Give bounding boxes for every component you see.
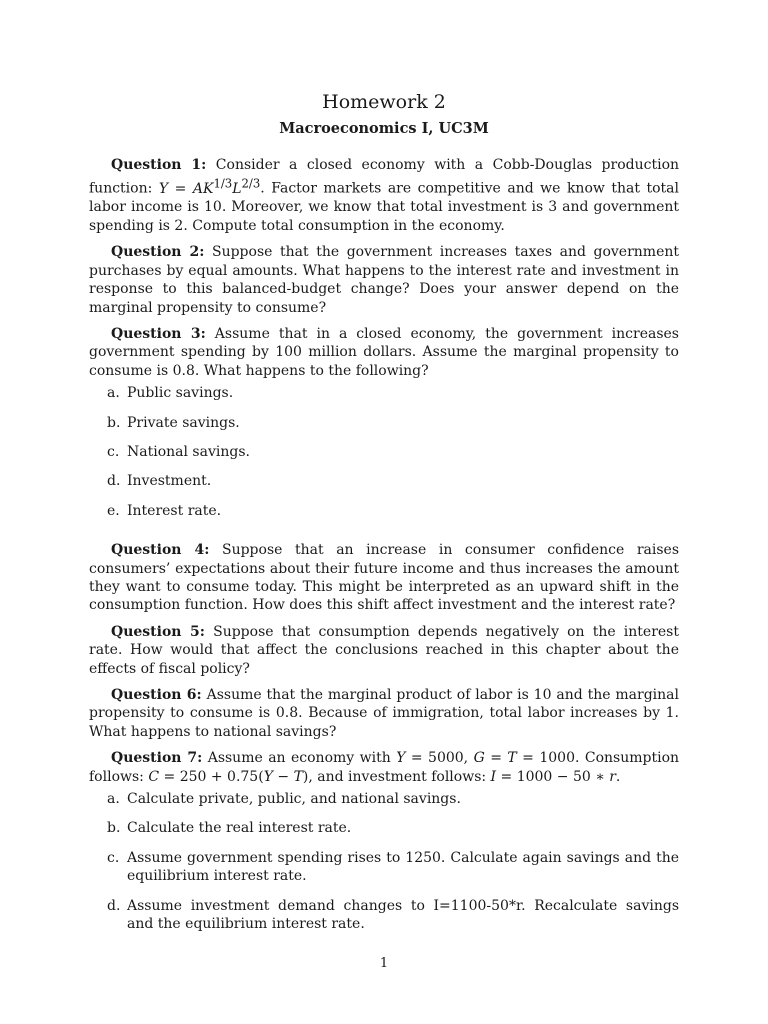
list-item (89, 443, 679, 461)
question-7-text: Assume an economy with (207, 750, 397, 767)
question-2 (89, 243, 679, 317)
var-g: G (473, 750, 485, 767)
list-item (89, 897, 679, 934)
formula-l-exponent: 2/3 (241, 176, 261, 191)
question-6-text: Assume that the marginal product of labor is 10 and the marginal propensity to consume is 0.8. Because of immigration, total labor increases by 1. What happens to national savings? (89, 687, 680, 740)
list-item-text: Interest rate. (127, 502, 222, 519)
list-item-label: d. (107, 897, 121, 914)
question-2-label: Question 2: (111, 244, 205, 261)
list-item-text: Assume government spending rises to 1250. Calculate again savings and the equilibrium interest rate. (127, 849, 679, 885)
list-item-text: Investment. (127, 473, 212, 490)
list-item-label: b. (107, 414, 121, 431)
list-item-text: Public savings. (127, 385, 234, 402)
list-item (89, 414, 679, 432)
var-y: Y (396, 750, 406, 767)
list-item (89, 472, 679, 490)
var-c: C (148, 768, 160, 785)
var-y: Y (263, 768, 273, 785)
question-1-formula (158, 176, 261, 198)
question-5-label: Question 5: (111, 623, 205, 640)
question-3-list (89, 384, 679, 520)
question-3-label: Question 3: (111, 325, 206, 342)
question-7-label: Question 7: (111, 750, 203, 767)
page-number: 1 (379, 956, 389, 971)
list-item (89, 790, 679, 808)
q7-part: = 1000. Consumption follows: (89, 750, 680, 785)
var-r: r (609, 768, 616, 785)
list-item (89, 849, 679, 886)
formula-a: A (192, 181, 203, 198)
question-5 (89, 623, 679, 678)
spacer (89, 531, 679, 541)
list-item (89, 384, 679, 402)
q7-part: = 1000 − 50 ∗ (496, 768, 610, 785)
var-i: I (490, 768, 497, 785)
formula-equals: = (168, 181, 193, 198)
question-6 (89, 686, 679, 741)
list-item-label: d. (107, 473, 121, 490)
question-4-label: Question 4: (111, 542, 210, 559)
list-item-text: Assume investment demand changes to I=1100-50*r. Recalculate savings and the equilibrium interest rate. (127, 897, 679, 933)
list-item-text: Calculate private, public, and national savings. (127, 791, 461, 808)
question-1-text-end: . Factor markets are competitive and we know that total labor income is 10. Moreover, we know that total investment is 3 and government spending is 2. Compute total consumption in the economy. (89, 181, 679, 234)
question-5-text: Suppose that consumption depends negatively on the interest rate. How would that affect the conclusions reached in this chapter about the effects of fiscal policy? (89, 623, 679, 677)
q7-part: = (484, 750, 508, 767)
question-6-label: Question 6: (111, 687, 202, 703)
list-item-label: a. (107, 385, 120, 402)
formula-k-exponent: 1/3 (213, 176, 233, 191)
formula-k: K (202, 181, 214, 198)
document-body (89, 156, 679, 944)
formula-l: L (232, 181, 242, 198)
var-t: T (507, 750, 517, 767)
q7-part: − (272, 768, 294, 785)
q7-part: . (615, 768, 621, 785)
question-7 (89, 749, 679, 786)
list-item-label: a. (107, 791, 120, 808)
page-subtitle: Macroeconomics I, UC3M (279, 120, 489, 137)
q7-part: ), and investment follows: (302, 768, 491, 785)
question-7-list (89, 790, 679, 933)
list-item-label: c. (107, 849, 120, 866)
question-2-text: Suppose that the government increases taxes and government purchases by equal amounts. What happens to the interest rate and investment in response to this balanced-budget change? Does your answer depend on the marginal propensity to consume? (89, 244, 680, 316)
page-title: Homework 2 (322, 91, 446, 113)
list-item-label: e. (107, 502, 120, 519)
q7-part: = 5000, (405, 750, 474, 767)
list-item-text: Calculate the real interest rate. (127, 820, 352, 837)
list-item-text: National savings. (127, 443, 250, 460)
list-item (89, 819, 679, 837)
q7-part: = 250 + 0.75( (159, 768, 264, 785)
question-1 (89, 156, 679, 235)
var-t: T (293, 768, 303, 785)
formula-y: Y (158, 181, 169, 198)
question-3 (89, 325, 679, 380)
question-1-text-start: Consider a closed economy with a Cobb-Douglas production function: (89, 157, 680, 198)
list-item-label: c. (107, 443, 120, 460)
list-item-text: Private savings. (127, 414, 240, 431)
list-item (89, 502, 679, 520)
question-3-text: Assume that in a closed economy, the government increases government spending by 100 million dollars. Assume the marginal propensity to consume is 0.8. What happens to the following? (89, 325, 679, 379)
question-4 (89, 541, 679, 615)
question-1-label: Question 1: (111, 157, 207, 173)
question-4-text: Suppose that an increase in consumer confidence raises consumers’ expectations about their future income and thus increases the amount they want to consume today. This might be interpreted as an upward shift in the consumption function. How does this shift affect investment and the interest rate? (89, 542, 680, 614)
list-item-label: b. (107, 820, 121, 837)
